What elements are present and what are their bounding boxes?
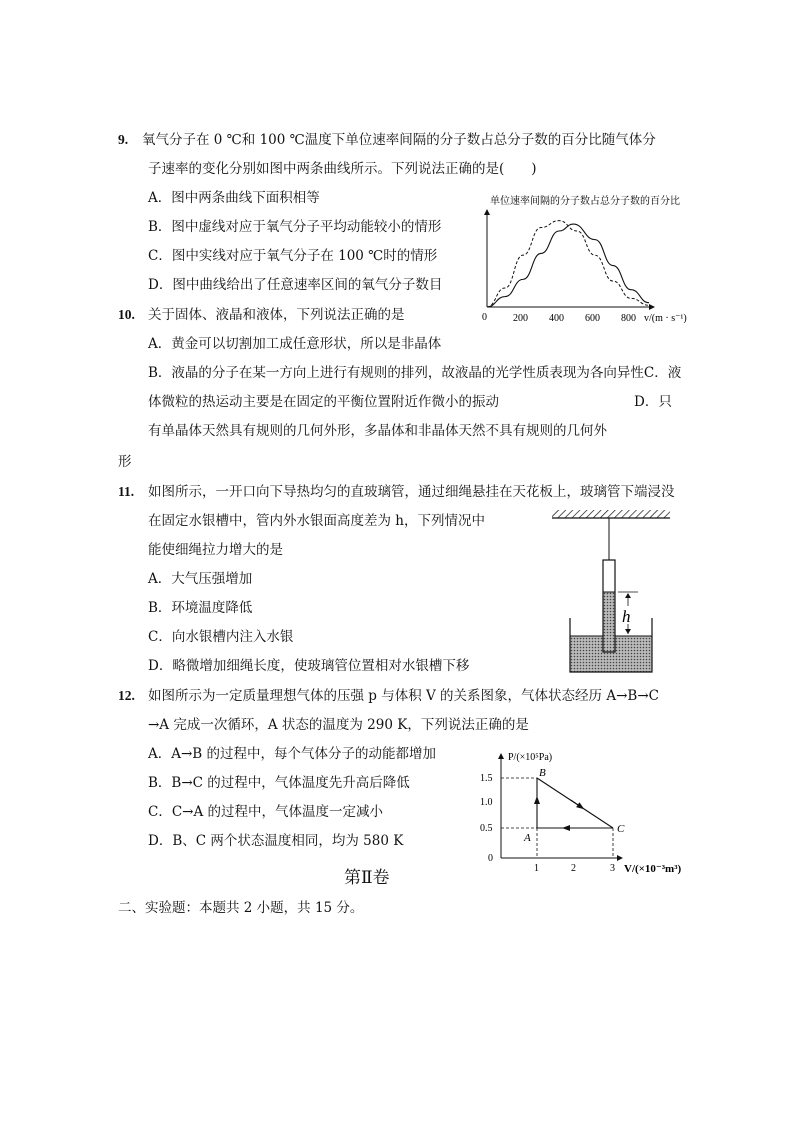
- q12-option-a: A．A→B 的过程中，每个气体分子的动能都增加: [148, 746, 437, 762]
- q10-option-b: B．液晶的分子在某一方向上进行有规则的排列，故液晶的光学性质表现为各向异性C．液: [148, 365, 682, 381]
- q9-option-a: A．图中两条曲线下面积相等: [148, 190, 320, 206]
- q12-point-b: B: [539, 767, 546, 779]
- q12-pv-diagram: [474, 748, 704, 876]
- q12-origin: 0: [488, 853, 493, 864]
- q9-option-c: C．图中实线对应于氧气分子在 100 ℃时的情形: [148, 248, 438, 264]
- q9-tick-200: 200: [513, 313, 528, 324]
- section-heading: 二、实验题：本题共 2 小题，共 15 分。: [118, 900, 364, 916]
- q11-stem-line2: 在固定水银槽中，管内外水银面高度差为 h，下列情况中: [148, 513, 485, 529]
- q12-option-d: D．B、C 两个状态温度相同，均为 580 K: [148, 833, 404, 849]
- q12-ytick-0.5: 0.5: [480, 823, 493, 834]
- q12-xtick-1: 1: [534, 863, 539, 874]
- q11-stem-line1: 如图所示，一开口向下导热均匀的直玻璃管，通过细绳悬挂在天花板上，玻璃管下端浸没: [148, 484, 675, 500]
- q9-origin-label: 0: [482, 312, 487, 323]
- q12-ytick-1.0: 1.0: [480, 797, 493, 808]
- h-arrow-down: [625, 629, 631, 634]
- q9-chart-ylabel: 单位速率间隔的分子数占总分子数的百分比: [490, 196, 680, 207]
- q9-stem-line2: 子速率的变化分别如图中两条曲线所示。下列说法正确的是( ): [148, 161, 537, 177]
- q12-number: 12.: [118, 688, 135, 703]
- q10-option-d-label: D．只: [634, 394, 672, 410]
- q9-option-b: B．图中虚线对应于氧气分子平均动能较小的情形: [148, 219, 442, 235]
- q12-xtick-2: 2: [571, 863, 576, 874]
- q9-tick-600: 600: [585, 313, 600, 324]
- q12-xtick-3: 3: [610, 863, 615, 874]
- q11-stem-line3: 能使细绳拉力增大的是: [148, 542, 283, 558]
- q12-arrow-bc: [571, 800, 581, 807]
- q9-chart-xlabel: v/(m · s⁻¹): [644, 313, 687, 324]
- section-title: 第Ⅱ卷: [344, 868, 390, 888]
- q12-stem-line1: 如图所示为一定质量理想气体的压强 p 与体积 V 的关系图象，气体状态经历 A→B→C: [148, 688, 659, 704]
- q12-stem-line2: →A 完成一次循环，A 状态的温度为 290 K，下列说法正确的是: [148, 717, 529, 733]
- q9-tick-800: 800: [621, 313, 636, 324]
- q9-tick-400: 400: [549, 313, 564, 324]
- q9-distribution-chart: [476, 190, 700, 330]
- q12-ylabel: P/(×10⁵Pa): [508, 752, 553, 763]
- q9-stem-line1: 氧气分子在 0 ℃和 100 ℃温度下单位速率间隔的分子数占总分子数的百分比随气体分: [142, 132, 656, 148]
- q11-option-a: A．大气压强增加: [148, 571, 253, 587]
- h-label: h: [622, 607, 631, 626]
- q12-point-c: C: [617, 823, 625, 835]
- q10-option-a: A．黄金可以切割加工成任意形状，所以是非晶体: [148, 336, 442, 352]
- q12-xlabel: V/(×10⁻³m³): [624, 863, 682, 875]
- q11-option-b: B．环境温度降低: [148, 600, 253, 616]
- q11-option-d: D．略微增加细绳长度，使玻璃管位置相对水银槽下移: [148, 658, 470, 674]
- q10-option-d: 有单晶体天然具有规则的几何外形，多晶体和非晶体天然不具有规则的几何外: [148, 423, 607, 439]
- q10-option-d-end: 形: [118, 454, 132, 470]
- q12-option-c: C．C→A 的过程中，气体温度一定减小: [148, 804, 384, 820]
- q12-option-b: B．B→C 的过程中，气体温度先升高后降低: [148, 775, 410, 791]
- q11-option-c: C．向水银槽内注入水银: [148, 629, 294, 645]
- q9-option-d: D．图中曲线给出了任意速率区间的氧气分子数目: [148, 277, 443, 293]
- h-arrow-up: [625, 593, 631, 598]
- q10-number: 10.: [118, 307, 135, 322]
- tube-mercury-column: [603, 592, 615, 652]
- q10-stem: 关于固体、液晶和液体，下列说法正确的是: [148, 307, 405, 323]
- q11-number: 11.: [118, 484, 135, 499]
- q9-number: 9.: [118, 132, 129, 147]
- q12-ytick-1.5: 1.5: [480, 773, 493, 784]
- ceiling-hatch: [552, 510, 670, 518]
- q10-option-c: 体微粒的热运动主要是在固定的平衡位置附近作微小的振动: [148, 394, 499, 410]
- q12-point-a: A: [524, 832, 531, 844]
- q9-dashed-curve: [487, 221, 649, 307]
- q11-mercury-tube-figure: [546, 508, 676, 674]
